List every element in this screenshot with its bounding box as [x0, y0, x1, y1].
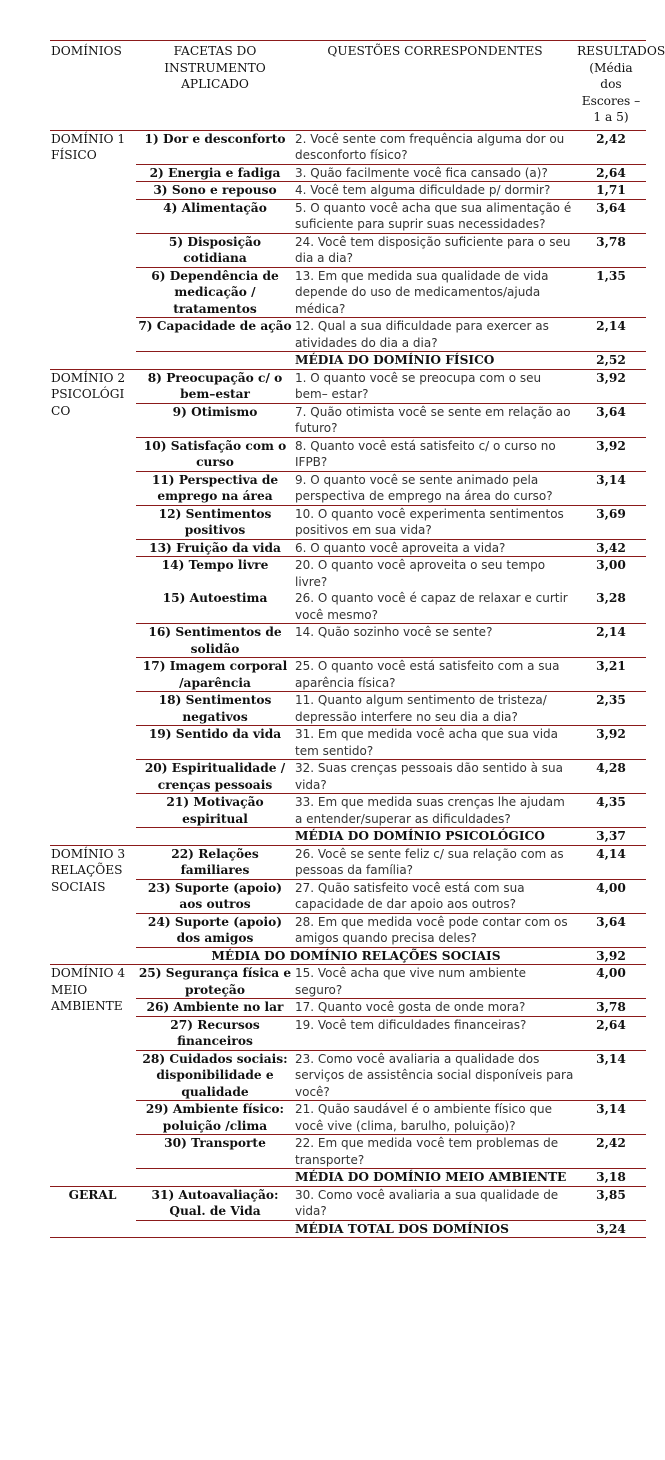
- result-cell: 3,14: [576, 1050, 646, 1101]
- facet-cell: 8) Preocupação c/ o bem–estar: [136, 369, 294, 403]
- table-row: [50, 164, 646, 182]
- question-cell: 15. Você acha que vive num ambiente seguro?: [294, 965, 576, 999]
- question-cell: 19. Você tem dificuldades financeiras?: [294, 1016, 576, 1050]
- facet-cell: 13) Fruição da vida: [136, 539, 294, 557]
- result-cell: 2,64: [576, 1016, 646, 1050]
- facet-cell: 21) Motivação espiritual: [136, 794, 294, 828]
- question-cell: 21. Quão saudável é o ambiente físico que você vive (clima, barulho, poluição)?: [294, 1101, 576, 1135]
- table-row: [50, 318, 646, 352]
- question-cell: 26. Você se sente feliz c/ sua relação com as pessoas da família?: [294, 845, 576, 879]
- summary-label: MÉDIA TOTAL DOS DOMÍNIOS: [294, 1220, 576, 1238]
- facet-cell: 2) Energia e fadiga: [136, 164, 294, 182]
- table-row: [50, 760, 646, 794]
- result-cell: 3,00: [596, 558, 626, 572]
- summary-value: 3,24: [576, 1220, 646, 1238]
- result-cell: 2,42: [576, 130, 646, 164]
- result-cell: 3,69: [576, 505, 646, 539]
- facet-cell: 9) Otimismo: [136, 403, 294, 437]
- question-cell: 30. Como você avaliaria a sua qualidade de vida?: [294, 1186, 576, 1220]
- result-cell: 3,92: [576, 726, 646, 760]
- facet-cell: 12) Sentimentos positivos: [136, 505, 294, 539]
- table-row: [50, 505, 646, 539]
- facet-cell: 6) Dependência de medicação / tratamentos: [136, 267, 294, 318]
- result-cell: 3,78: [576, 233, 646, 267]
- result-cell: 3,28: [576, 590, 646, 624]
- facet-cell: 19) Sentido da vida: [136, 726, 294, 760]
- table-row: [50, 692, 646, 726]
- table-row: [50, 437, 646, 471]
- header-facetas: FACETAS DO INSTRUMENTO APLICADO: [136, 41, 294, 131]
- facet-cell: 10) Satisfação com o curso: [136, 437, 294, 471]
- facet-cell: 14) Tempo livre: [161, 558, 269, 572]
- table-row: [50, 267, 646, 318]
- table-row: [50, 233, 646, 267]
- question-cell: 33. Em que medida suas crenças lhe ajudam a entender/superar as dificuldades?: [294, 794, 576, 828]
- table-row: [50, 471, 646, 505]
- question-cell: 32. Suas crenças pessoais dão sentido à sua vida?: [294, 760, 576, 794]
- result-cell: 4,00: [576, 965, 646, 999]
- question-cell: 12. Qual a sua dificuldade para exercer as atividades do dia a dia?: [294, 318, 576, 352]
- facet-cell: 25) Segurança física e proteção: [136, 965, 294, 999]
- domain-geral-label: GERAL: [68, 1187, 117, 1202]
- facet-cell: 29) Ambiente físico: poluição /clima: [136, 1101, 294, 1135]
- table-row: [50, 557, 646, 591]
- result-cell: 3,14: [576, 1101, 646, 1135]
- question-cell: 5. O quanto você acha que sua alimentação é suficiente para suprir suas necessidades?: [294, 199, 576, 233]
- facet-cell: 17) Imagem corporal /aparência: [136, 658, 294, 692]
- question-cell: 14. Quão sozinho você se sente?: [294, 624, 576, 658]
- header-questoes: QUESTÕES CORRESPONDENTES: [294, 41, 576, 131]
- summary-label: MÉDIA DO DOMÍNIO PSICOLÓGICO: [294, 828, 576, 846]
- result-cell: 2,64: [576, 164, 646, 182]
- table-row: [50, 913, 646, 947]
- facet-cell: 1) Dor e desconforto: [136, 130, 294, 164]
- summary-row-psicologico: [50, 828, 646, 846]
- result-cell: 3,42: [576, 539, 646, 557]
- question-cell: 4. Você tem alguma dificuldade p/ dormir?: [294, 182, 576, 200]
- table-row: [50, 1101, 646, 1135]
- question-cell: 3. Quão facilmente você fica cansado (a)?: [294, 164, 576, 182]
- result-cell: 3,64: [576, 403, 646, 437]
- question-cell: 1. O quanto você se preocupa com o seu bem– estar?: [294, 369, 576, 403]
- whoqol-results-table: [50, 40, 665, 1238]
- table-row: [50, 1135, 646, 1169]
- facet-cell: 4) Alimentação: [136, 199, 294, 233]
- result-cell: 3,14: [576, 471, 646, 505]
- summary-label: MÉDIA DO DOMÍNIO MEIO AMBIENTE: [294, 1169, 576, 1187]
- table-row: [50, 845, 646, 879]
- question-cell: 22. Em que medida você tem problemas de transporte?: [294, 1135, 576, 1169]
- question-cell: 26. O quanto você é capaz de relaxar e curtir você mesmo?: [294, 590, 576, 624]
- table-header-row: [50, 41, 646, 131]
- domain-relacoes-label: DOMÍNIO 3 RELAÇÕES SOCIAIS: [51, 846, 126, 894]
- facet-cell: 31) Autoavaliação: Qual. de Vida: [136, 1186, 294, 1220]
- result-cell: 3,64: [576, 913, 646, 947]
- facet-cell: 28) Cuidados sociais: disponibilidade e qualidade: [136, 1050, 294, 1101]
- result-cell: 3,92: [576, 369, 646, 403]
- table-row: [50, 1016, 646, 1050]
- facet-cell: 30) Transporte: [136, 1135, 294, 1169]
- summary-value: 3,18: [576, 1169, 646, 1187]
- result-cell: 3,92: [576, 437, 646, 471]
- facet-cell: 24) Suporte (apoio) dos amigos: [136, 913, 294, 947]
- result-cell: 3,78: [576, 999, 646, 1017]
- question-cell: 24. Você tem disposição suficiente para o seu dia a dia?: [294, 233, 576, 267]
- table-row: [50, 199, 646, 233]
- facet-cell: 5) Disposição cotidiana: [136, 233, 294, 267]
- domain-ambiente-label: DOMÍNIO 4 MEIO AMBIENTE: [51, 966, 126, 1013]
- domain-fisico-label: DOMÍNIO 1 FÍSICO: [51, 131, 126, 162]
- question-cell: 10. O quanto você experimenta sentimentos positivos em sua vida?: [294, 505, 576, 539]
- summary-label: MÉDIA DO DOMÍNIO RELAÇÕES SOCIAIS: [136, 947, 576, 965]
- question-cell: 7. Quão otimista você se sente em relação ao futuro?: [294, 403, 576, 437]
- question-cell: 27. Quão satisfeito você está com sua capacidade de dar apoio aos outros?: [294, 879, 576, 913]
- domain-psicologico-label: DOMÍNIO 2 PSICOLÓGI CO: [51, 370, 126, 418]
- table-row: [50, 403, 646, 437]
- table-row: [50, 794, 646, 828]
- question-cell: 17. Quanto você gosta de onde mora?: [294, 999, 576, 1017]
- result-cell: 3,85: [576, 1186, 646, 1220]
- summary-label: MÉDIA DO DOMÍNIO FÍSICO: [294, 352, 576, 370]
- facet-cell: 11) Perspectiva de emprego na área: [136, 471, 294, 505]
- results-table-page: [50, 40, 665, 1238]
- facet-cell: 27) Recursos financeiros: [136, 1016, 294, 1050]
- result-cell: 4,14: [576, 845, 646, 879]
- result-cell: 4,00: [576, 879, 646, 913]
- facet-cell: 22) Relações familiares: [136, 845, 294, 879]
- question-cell: 9. O quanto você se sente animado pela perspectiva de emprego na área do curso?: [294, 471, 576, 505]
- result-cell: 1,71: [576, 182, 646, 200]
- question-cell: 13. Em que medida sua qualidade de vida depende do uso de medicamentos/ajuda médica?: [294, 267, 576, 318]
- result-cell: 2,42: [576, 1135, 646, 1169]
- facet-cell: 16) Sentimentos de solidão: [136, 624, 294, 658]
- question-cell: 20. O quanto você aproveita o seu tempo livre?: [295, 558, 546, 589]
- table-row: [50, 130, 646, 164]
- facet-cell: 7) Capacidade de ação: [136, 318, 294, 352]
- question-cell: 31. Em que medida você acha que sua vida tem sentido?: [294, 726, 576, 760]
- question-cell: 8. Quanto você está satisfeito c/ o curso no IFPB?: [294, 437, 576, 471]
- header-dominios: DOMÍNIOS: [50, 41, 136, 131]
- result-cell: 4,35: [576, 794, 646, 828]
- question-cell: 11. Quanto algum sentimento de tristeza/ depressão interfere no seu dia a dia?: [294, 692, 576, 726]
- question-cell: 2. Você sente com frequência alguma dor ou desconforto físico?: [294, 130, 576, 164]
- table-row: [50, 999, 646, 1017]
- result-cell: 2,35: [576, 692, 646, 726]
- table-row: [50, 539, 646, 557]
- result-cell: 3,64: [576, 199, 646, 233]
- question-cell: 6. O quanto você aproveita a vida?: [294, 539, 576, 557]
- result-cell: 2,14: [576, 318, 646, 352]
- question-cell: 25. O quanto você está satisfeito com a sua aparência física?: [294, 658, 576, 692]
- table-row: [50, 658, 646, 692]
- facet-cell: 26) Ambiente no lar: [136, 999, 294, 1017]
- result-cell: 3,21: [576, 658, 646, 692]
- summary-row-relacoes: [50, 947, 646, 965]
- summary-row-fisico: [50, 352, 646, 370]
- result-cell: 4,28: [576, 760, 646, 794]
- table-row: [50, 624, 646, 658]
- table-row: [50, 369, 646, 403]
- table-row: [50, 1186, 646, 1220]
- facet-cell: 3) Sono e repouso: [136, 182, 294, 200]
- summary-value: 2,52: [576, 352, 646, 370]
- table-row: [50, 1050, 646, 1101]
- table-row: [50, 965, 646, 999]
- table-row: [50, 590, 646, 624]
- result-cell: 1,35: [576, 267, 646, 318]
- summary-row-ambiente: [50, 1169, 646, 1187]
- table-row: [50, 182, 646, 200]
- table-row: [50, 726, 646, 760]
- summary-value: 3,37: [576, 828, 646, 846]
- facet-cell: 20) Espiritualidade / crenças pessoais: [136, 760, 294, 794]
- result-cell: 2,14: [576, 624, 646, 658]
- facet-cell: 18) Sentimentos negativos: [136, 692, 294, 726]
- summary-row-total: [50, 1220, 646, 1238]
- facet-cell: 23) Suporte (apoio) aos outros: [136, 879, 294, 913]
- facet-cell: 15) Autoestima: [136, 590, 294, 624]
- summary-value: 3,92: [576, 947, 646, 965]
- header-resultados: RESULTADOS (Média dos Escores – 1 a 5): [576, 41, 646, 131]
- question-cell: 23. Como você avaliaria a qualidade dos serviços de assistência social disponíveis para você?: [294, 1050, 576, 1101]
- table-row: [50, 879, 646, 913]
- question-cell: 28. Em que medida você pode contar com os amigos quando precisa deles?: [294, 913, 576, 947]
